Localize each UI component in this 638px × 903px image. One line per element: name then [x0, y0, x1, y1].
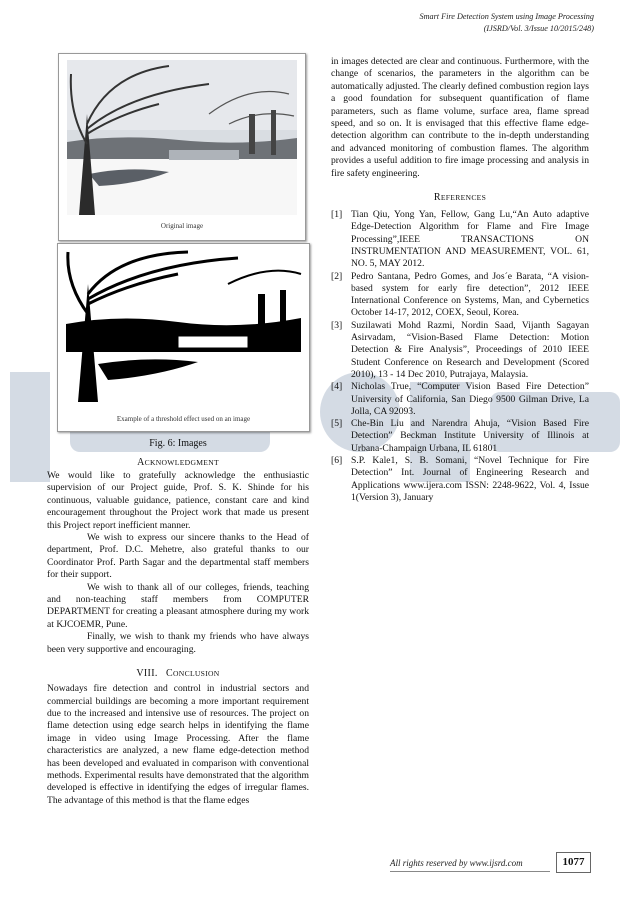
original-image-label: Original image [160, 222, 204, 230]
running-header [420, 11, 594, 35]
page-number: 1077 [556, 852, 591, 873]
conclusion-heading: VIII. CONCLUSION [136, 668, 220, 680]
figure-caption: Fig. 6: Images [149, 438, 207, 449]
threshold-effect-photo [58, 244, 309, 431]
acknowledgment-paragraph-1: We would like to gratefully acknowledge the enthusiastic supervision of our Project guide, Prof. S. K. Shinde for his continuous, valuable guidance, patience, constant care and kind encouragement throughout the Project work that made us present this Project report inefficient manner. [47, 470, 309, 531]
left-column [47, 438, 309, 807]
conclusion-paragraph-1: Nowadays fire detection and control in industrial sectors and commercial buildings are becoming a more important requirement due to the increased and intensive use of resources. The project on flame detection using edge search helps in identifying the flame image in video using Image Processing. After the flame characteristics are analyzed, a new flame edge-detection method has been developed and evaluated in comparison with conventional methods. Experimental results have demonstrated that the algorithm developed is effective in identifying the edges of irregular flames. The advantage of this method is that the flame edges [47, 683, 309, 806]
references-list [331, 209, 589, 504]
right-column [331, 56, 589, 504]
winter-landscape-photo [59, 54, 305, 240]
reference-item: [6] S.P. Kale1, S. B. Somani, “Novel Technique for Fire Detection” Int. Journal of Engineering Research and Applications www.ijera.com ISSN: 2248-9622, Vol. 4, Issue 1(Version 3), January [331, 455, 589, 503]
footer-divider [390, 871, 550, 872]
reference-item: [2] Pedro Santana, Pedro Gomes, and Jos´e Barata, “A vision-based system for early fire detection”, 2012 IEEE International Conference on Systems, Man, and Cybernetics October 14-17, 2012, COEX, Seoul, Korea. [331, 270, 589, 319]
acknowledgment-paragraph-2: We wish to express our sincere thanks to the Head of department, Prof. D.C. Mehetre, also grateful thanks to our Coordinator Prof. Parth Sagar and the departmental staff members for their support. [47, 532, 309, 581]
reference-item: [1] Tian Qiu, Yong Yan, Fellow, Gang Lu,“An Auto adaptive Edge-Detection Algorithm for Flame and Fire Image Processing”,IEEE TRANSACTIONS ON INSTRUMENTATION AND MEASUREMENT, VOL. 61, NO. 5, MAY 2012. [331, 209, 589, 270]
footer-rights: All rights reserved by www.ijsrd.com [390, 858, 523, 868]
reference-item: [3] Suzilawati Mohd Razmi, Nordin Saad, Vijanth Sagayan Asirvadam, “Vision-Based Flame Detection: Motion Detection & Fire Analysis”, Proceedings of 2010 IEEE Student Conference on Research and Development (Scored 2010), 13 - 14 Dec 2010, Putrajaya, Malaysia. [331, 319, 589, 380]
reference-item: [5] Che-Bin Liu and Narendra Ahuja, “Vision Based Fire Detection” Beckman Institute University of Illinois at Urbana-Champaign Urbana, IL 61801 [331, 418, 589, 454]
references-heading: REFERENCES [433, 192, 487, 204]
reference-item: [4] Nicholas True, “Computer Vision Based Fire Detection” University of California, San Diego 9500 Gilman Drive, La Jolla, CA 92093. [331, 381, 589, 417]
acknowledgment-paragraph-4: Finally, we wish to thank my friends who have always been very supportive and encouraging. [47, 631, 309, 655]
header-title: Smart Fire Detection System using Image Processing [419, 12, 594, 21]
threshold-image-label: Example of a threshold effect used on an image [116, 415, 251, 423]
acknowledgment-heading: ACKNOWLEDGMENT [137, 457, 219, 468]
threshold-image-figure [57, 243, 310, 432]
acknowledgment-paragraph-3: We wish to thank all of our colleges, friends, teaching and non-teaching staff members from COMPUTER DEPARTMENT for creating a pleasant atmosphere during my work at KJCOEMR, Pune. [47, 581, 309, 630]
conclusion-paragraph-2: in images detected are clear and continuous. Furthermore, with the change of scenarios, the parameters in the algorithm can be automatically adjusted. The clearly defined combustion region lays a good foundation for subsequent quantification of flame parameters, such as flame volume, surface area, flame spread speed, and so on. It is envisaged that this effective flame edge-detection algorithm can contribute to the in-depth understanding and advanced monitoring of combustion flames. The algorithm provides a useful addition to fire image processing and analysis in fire safety engineering. [331, 56, 589, 179]
header-citation: (IJSRD/Vol. 3/Issue 10/2015/248) [483, 24, 594, 33]
original-image-figure [58, 53, 306, 241]
